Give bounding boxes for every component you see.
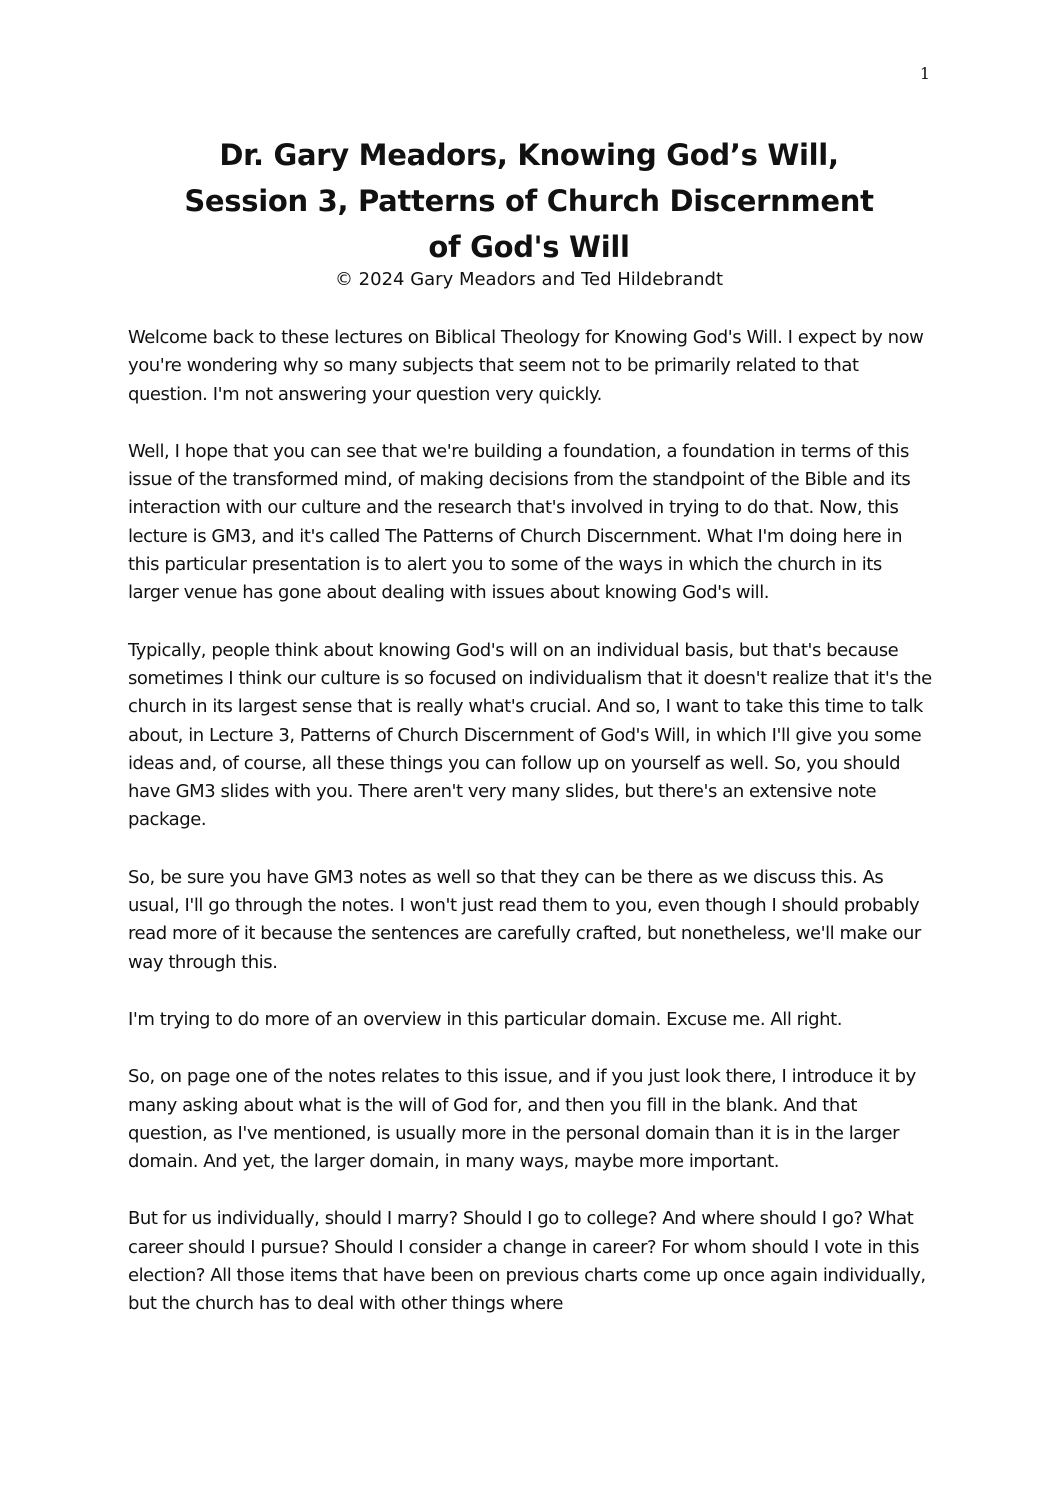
paragraph: Typically, people think about knowing God's will on an individual basis, but that's because sometimes I think our culture is so focused on individualism that it doesn't realize that it's the church in its largest sense that is really what's crucial. And so, I want to take this time to talk about, in Lecture 3, Patterns of Church Discernment of God's Will, in which I'll give you some ideas and, of course, all these things you can follow up on yourself as well. So, you should have GM3 slides with you. There aren't very many slides, but there's an extensive note package. [128,639,932,831]
paragraph: Well, I hope that you can see that we're building a foundation, a foundation in terms of this issue of the transformed mind, of making decisions from the standpoint of the Bible and its interaction with our culture and the research that's involved in trying to do that. Now, this lecture is GM3, and it's called The Patterns of Church Discernment. What I'm doing here in this particular presentation is to alert you to some of the ways in which the church in its larger venue has gone about dealing with issues about knowing God's will. [128,440,911,604]
title-line: of God's Will [428,230,630,264]
paragraph: Welcome back to these lectures on Biblical Theology for Knowing God's Will. I expect by now you're wondering why so many subjects that seem not to be primarily related to that question. I'm not answering your question very quickly. [128,327,924,405]
paragraph: So, be sure you have GM3 notes as well so that they can be there as we discuss this. As usual, I'll go through the notes. I won't just read them to you, even though I should probably read more of it because the sentences are carefully crafted, but nonetheless, we'll make our way through this. [128,866,921,973]
paragraph: But for us individually, should I marry? Should I go to college? And where should I go? What career should I pursue? Should I consider a change in career? For whom should I vote in this election? All those items that have been on previous charts come up once again individually, but the church has to deal with other things where [128,1208,926,1315]
transcript-body [128,324,934,1348]
page-number: 1 [919,64,930,83]
paragraph: So, on page one of the notes relates to this issue, and if you just look there, I introduce it by many asking about what is the will of God for, and then you fill in the blank. And that question, as I've mentioned, is usually more in the personal domain than it is in the larger domain. And yet, the larger domain, in many ways, maybe more important. [128,1066,916,1173]
title-line: Session 3, Patterns of Church Discernment [184,184,874,218]
paragraph: I'm trying to do more of an overview in this particular domain. Excuse me. All right. [128,1008,842,1030]
document-title [128,132,930,270]
copyright-notice: © 2024 Gary Meadors and Ted Hildebrandt [334,269,724,290]
title-line: Dr. Gary Meadors, Knowing God’s Will, [219,138,839,172]
